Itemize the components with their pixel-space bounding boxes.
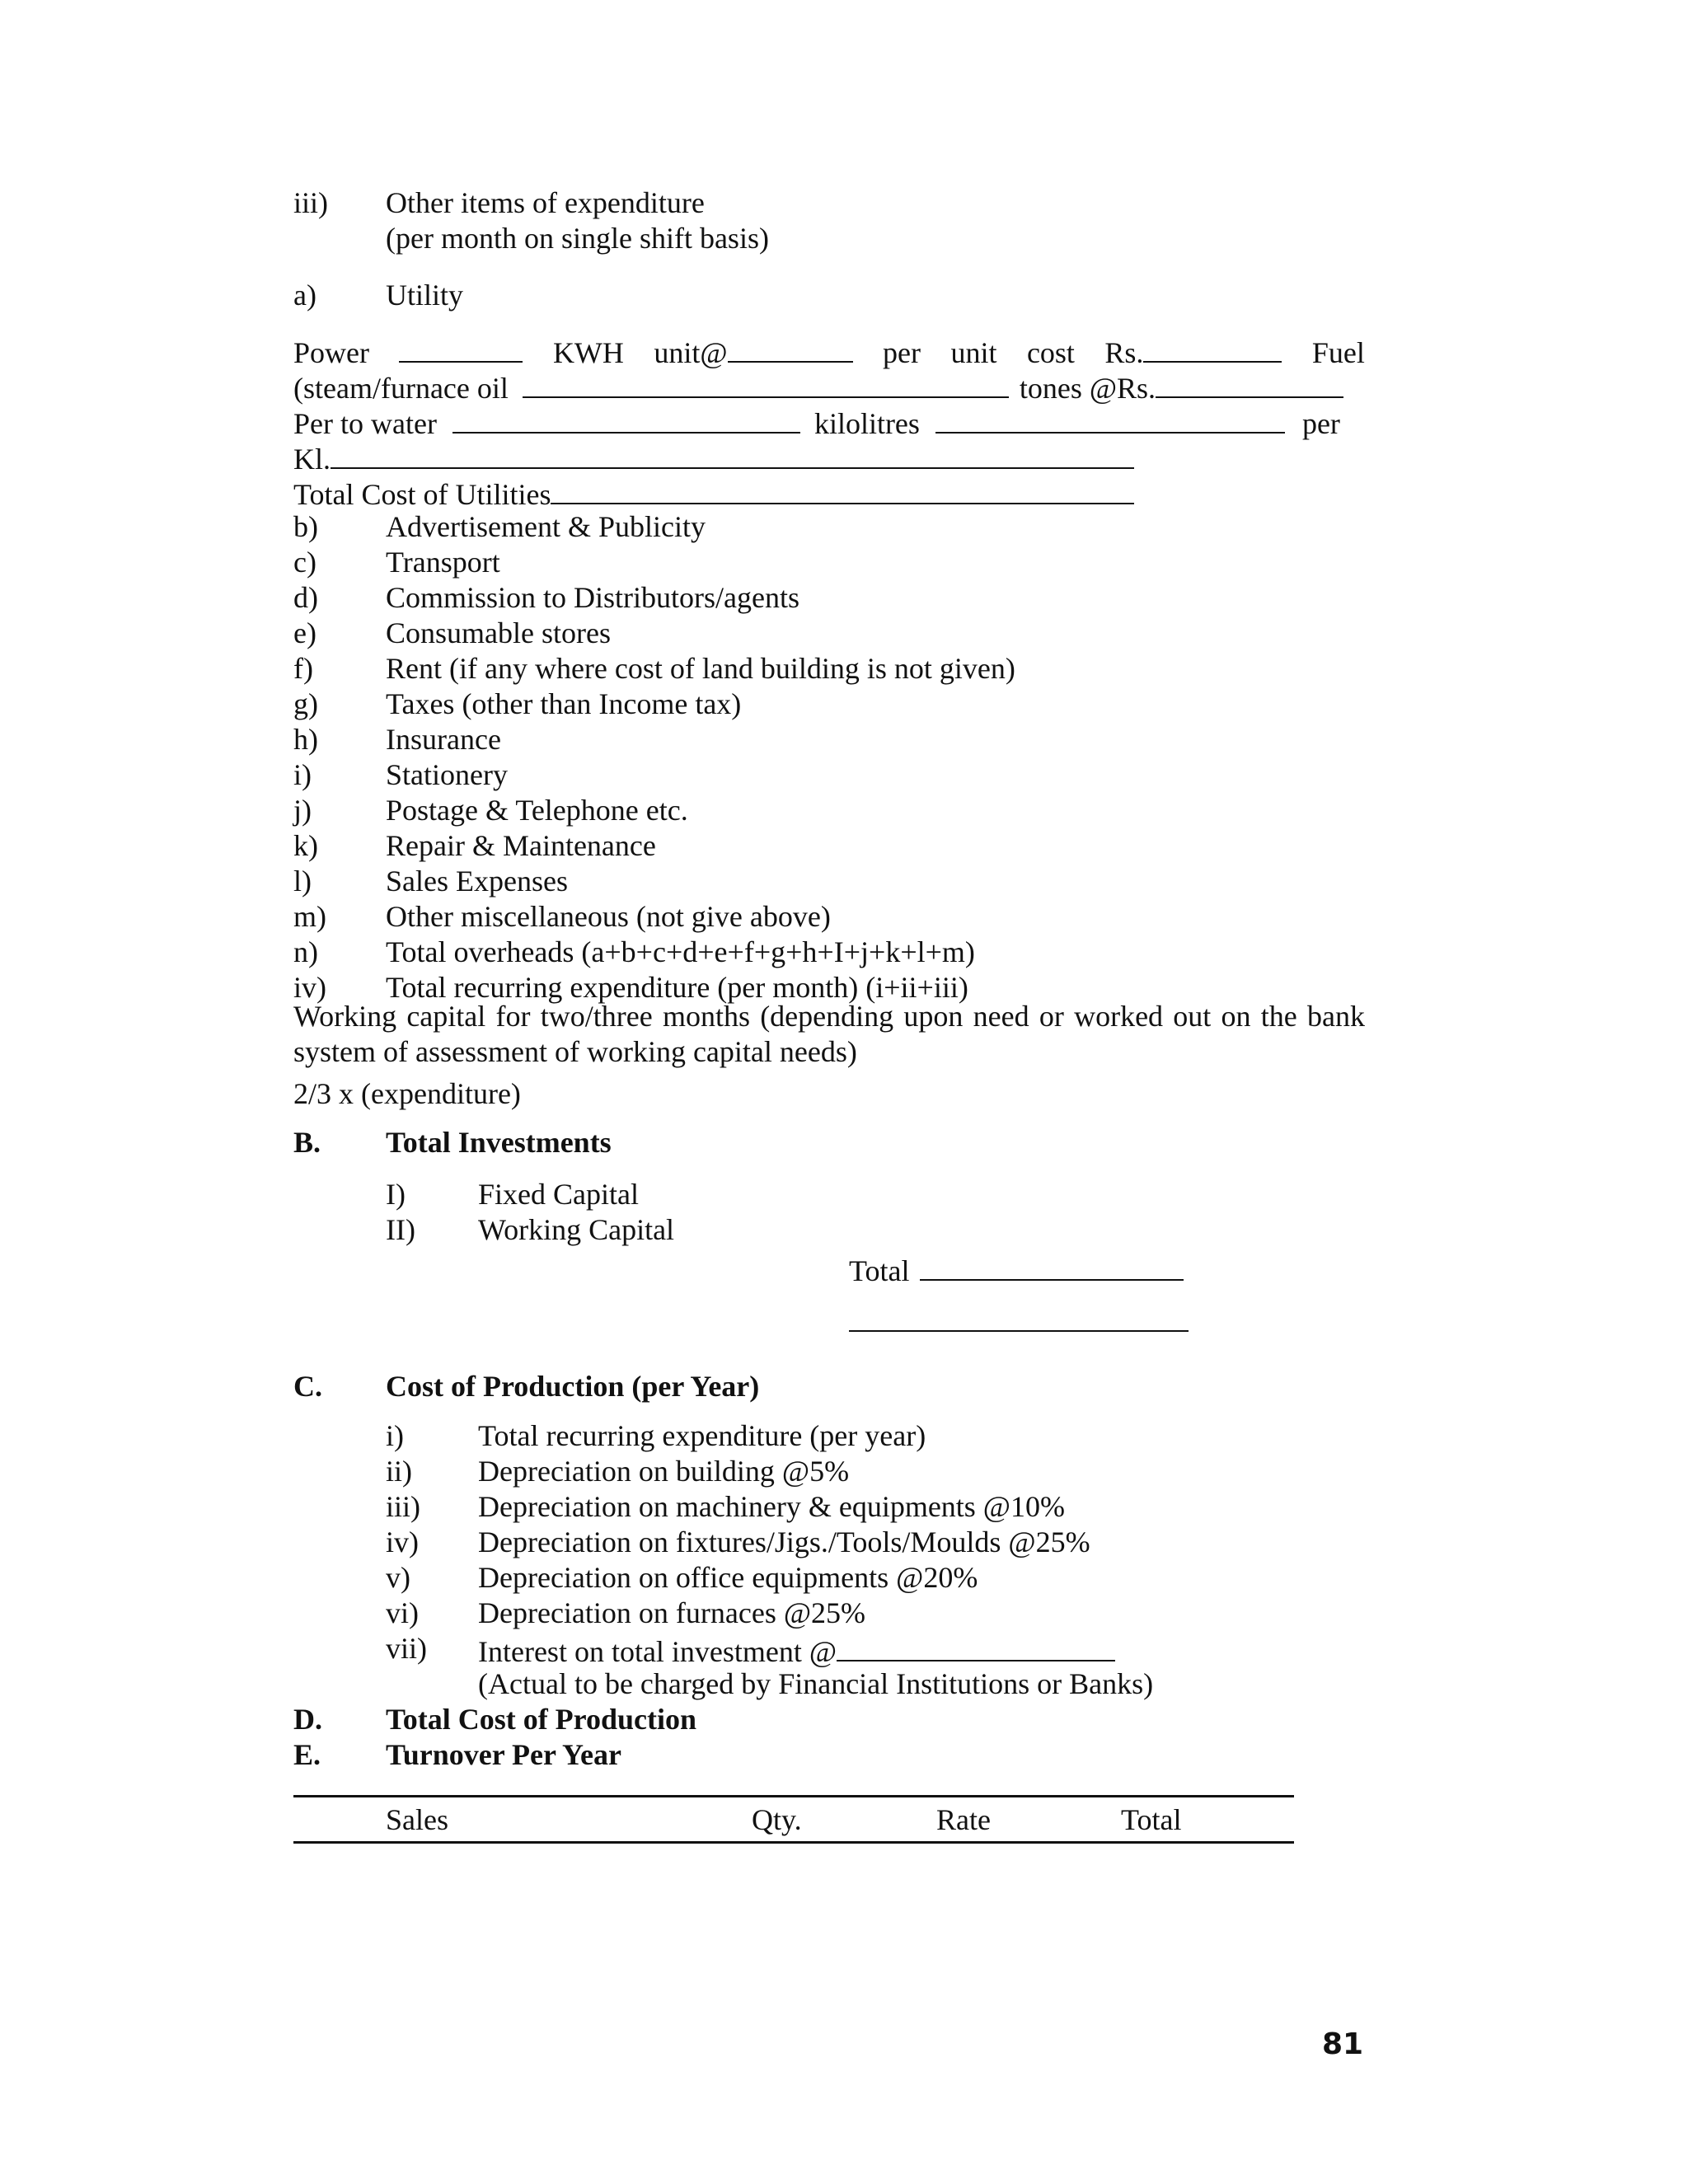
item-label: Advertisement & Publicity	[386, 510, 706, 543]
item-number: e)	[293, 616, 316, 649]
item-number: c)	[293, 546, 316, 579]
total-column-header: Total	[1121, 1803, 1182, 1836]
item-number: iv)	[293, 971, 326, 1004]
section-d-title: Total Cost of Production	[386, 1703, 697, 1736]
item-number: j)	[293, 794, 312, 827]
sales-table-top-rule	[293, 1795, 1294, 1797]
item-label: Repair & Maintenance	[386, 829, 656, 862]
section-iii-number: iii)	[293, 186, 328, 219]
sales-table-bottom-rule	[293, 1841, 1294, 1844]
unit-rate-blank[interactable]	[728, 331, 853, 363]
item-number: II)	[386, 1213, 415, 1246]
item-number: iv)	[386, 1526, 419, 1558]
utility-line-water	[293, 402, 1340, 438]
sales-column-header: Sales	[386, 1803, 448, 1836]
kilolitres-label: kilolitres	[814, 407, 920, 440]
interest-rate-blank[interactable]	[837, 1630, 1115, 1661]
working-capital-formula: 2/3 x (expenditure)	[293, 1077, 521, 1110]
item-label: Sales Expenses	[386, 865, 568, 898]
cost-label: cost	[1026, 336, 1075, 369]
item-number: vi)	[386, 1596, 419, 1629]
item-label: Total recurring expenditure (per year)	[478, 1419, 926, 1452]
fuel-label: Fuel	[1311, 336, 1365, 369]
utility-line-fuel	[293, 367, 1343, 403]
kl-blank[interactable]	[331, 438, 1134, 469]
item-number: v)	[386, 1561, 410, 1594]
working-capital-paragraph: Working capital for two/three months (depending upon need or worked out on the bank system of assessment of working capital needs)	[293, 1000, 1365, 1068]
steam-label: (steam/furnace oil	[293, 372, 509, 405]
interest-label: Interest on total investment @	[478, 1635, 837, 1668]
unit-at-text: unit@	[654, 336, 728, 369]
section-iii-subtitle: (per month on single shift basis)	[386, 222, 769, 255]
rs-label	[1104, 331, 1282, 371]
item-number: d)	[293, 581, 318, 614]
section-c-letter: C.	[293, 1370, 322, 1403]
item-label: Depreciation on machinery & equipments @10%	[478, 1490, 1065, 1523]
section-b-title: Total Investments	[386, 1126, 612, 1159]
utility-number: a)	[293, 279, 316, 312]
item-number: k)	[293, 829, 318, 862]
item-label: Total overheads (a+b+c+d+e+f+g+h+I+j+k+l+m)	[386, 935, 975, 968]
rs-text: Rs.	[1104, 336, 1144, 369]
kwh-label: KWH	[552, 336, 624, 369]
section-b-letter: B.	[293, 1126, 321, 1159]
section-e-letter: E.	[293, 1738, 321, 1771]
item-number: vii)	[386, 1632, 427, 1665]
utility-total-blank[interactable]	[551, 473, 1134, 504]
unit-label: unit	[950, 336, 997, 369]
item-number: I)	[386, 1178, 406, 1211]
item-label: Postage & Telephone etc.	[386, 794, 688, 827]
power-blank[interactable]	[399, 331, 523, 363]
item-label: Total recurring expenditure (per month) (i+ii+iii)	[386, 971, 968, 1004]
item-label: Taxes (other than Income tax)	[386, 687, 742, 720]
item-number: m)	[293, 900, 326, 933]
item-label: Fixed Capital	[478, 1178, 639, 1211]
item-number: b)	[293, 510, 318, 543]
utility-line-kl	[293, 438, 1134, 474]
item-number: f)	[293, 652, 313, 685]
power-label: Power	[293, 336, 369, 369]
utility-total-label: Total Cost of Utilities	[293, 478, 551, 511]
item-label: Rent (if any where cost of land building is not given)	[386, 652, 1015, 685]
fuel-rate-blank[interactable]	[1156, 367, 1343, 398]
item-label	[478, 1630, 1115, 1670]
kl-label: Kl.	[293, 443, 331, 476]
item-label: Commission to Distributors/agents	[386, 581, 800, 614]
item-number: n)	[293, 935, 318, 968]
section-e-title: Turnover Per Year	[386, 1738, 621, 1771]
water-qty-blank[interactable]	[452, 402, 800, 434]
investment-total-blank[interactable]	[920, 1249, 1184, 1281]
item-number: i)	[293, 758, 312, 791]
item-number: l)	[293, 865, 312, 898]
item-number: i)	[386, 1419, 404, 1452]
power-cost-blank[interactable]	[1143, 331, 1282, 363]
section-iii-title: Other items of expenditure	[386, 186, 705, 219]
item-number: g)	[293, 687, 318, 720]
item-label: Depreciation on office equipments @20%	[478, 1561, 978, 1594]
item-label: Working Capital	[478, 1213, 675, 1246]
unit-at-label	[654, 331, 852, 371]
investment-total-row	[849, 1249, 1184, 1286]
section-c-note: (Actual to be charged by Financial Institutions or Banks)	[478, 1667, 1154, 1700]
item-label: Transport	[386, 546, 500, 579]
rate-column-header: Rate	[936, 1803, 991, 1836]
item-label: Depreciation on building @5%	[478, 1455, 850, 1488]
page-number: 81	[1322, 2027, 1364, 2061]
utility-label: Utility	[386, 279, 464, 312]
water-rate-blank[interactable]	[935, 402, 1285, 434]
item-label: Insurance	[386, 723, 501, 756]
item-number: ii)	[386, 1455, 412, 1488]
utility-line-power	[293, 331, 1365, 368]
item-number: h)	[293, 723, 318, 756]
utility-total-row	[293, 473, 1134, 509]
item-label: Depreciation on furnaces @25%	[478, 1596, 865, 1629]
item-label: Stationery	[386, 758, 508, 791]
section-c-title: Cost of Production (per Year)	[386, 1370, 760, 1403]
item-label: Other miscellaneous (not give above)	[386, 900, 831, 933]
fuel-qty-blank[interactable]	[523, 367, 1009, 398]
per-to-water-label: Per to water	[293, 407, 437, 440]
item-label: Consumable stores	[386, 616, 611, 649]
per-kl-label: per	[1301, 407, 1340, 440]
section-d-letter: D.	[293, 1703, 322, 1736]
item-label: Depreciation on fixtures/Jigs./Tools/Moulds @25%	[478, 1526, 1090, 1558]
item-number: iii)	[386, 1490, 420, 1523]
investment-total-label: Total	[849, 1254, 910, 1287]
tones-label: tones @Rs.	[1019, 372, 1156, 405]
per-label: per	[883, 336, 921, 369]
investment-total-underline	[849, 1330, 1189, 1332]
qty-column-header: Qty.	[752, 1803, 802, 1836]
